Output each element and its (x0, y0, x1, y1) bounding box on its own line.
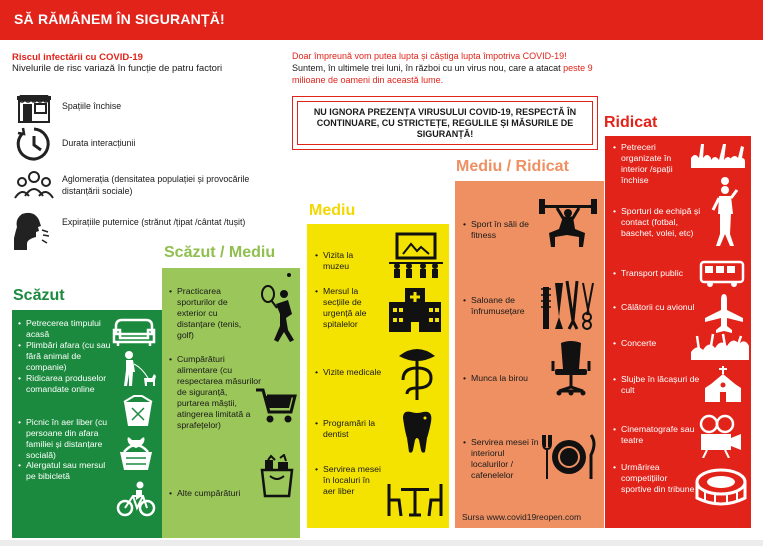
source-credit: Sursa www.covid19reopen.com (462, 512, 582, 522)
intro-slogan: Doar împreună vom putea lupta și câștiga lupta împotriva COVID-19! (292, 51, 567, 61)
list-item: • Programări la dentist (323, 418, 383, 440)
level-column-medium-high (455, 181, 604, 528)
list-item: • Petrecerea timpului acasă (26, 318, 110, 340)
list-item: • Picnic în aer liber (cu persoane din afara familiei și distanțare socială) (26, 417, 122, 461)
factor-enclosed-spaces (14, 86, 264, 128)
level-column-low (12, 310, 164, 538)
list-item: • Sport în săli de fitness (471, 219, 539, 241)
list-item: • Practicarea sporturilor de exterior cu distanțare (tenis, golf) (177, 286, 257, 341)
grocery-bag-icon (258, 454, 296, 498)
sofa-icon (112, 316, 156, 350)
list-item: • Concerte (621, 338, 711, 349)
stadium-icon (695, 462, 747, 508)
party-crowd-icon (689, 142, 747, 170)
list-item: • Vizite medicale (323, 367, 383, 378)
factor-crowding (14, 166, 264, 208)
list-item: • Petreceri organizate în interior /spații închise (621, 142, 685, 186)
warning-box (292, 96, 598, 150)
page-title: SĂ RĂMÂNEM ÎN SIGURANȚĂ! (14, 11, 225, 27)
factor-label: Aglomerația (densitatea populației și provocările distanțării sociale) (62, 174, 250, 196)
intro-text (292, 62, 602, 86)
takeout-box-icon (118, 394, 158, 428)
museum-icon (389, 232, 443, 278)
list-item: • Servirea mesei în localuri în aer liber (323, 464, 381, 497)
medical-symbol-icon (395, 346, 439, 402)
clock-icon (14, 124, 54, 164)
level-title-medium-high: Mediu / Ridicat (456, 158, 569, 175)
list-item: • Mersul la secțiile de urgență ale spitalelor (323, 286, 385, 330)
list-item: • Sporturi de echipă și contact (fotbal, baschet, volei, etc) (621, 206, 705, 239)
bus-icon (699, 260, 745, 288)
list-item: • Cinematografe sau teatre (621, 424, 699, 446)
factor-label: Durata interacțiunii (62, 138, 136, 148)
list-item: • Saloane de înfrumusețare (471, 295, 541, 317)
cough-icon (14, 210, 54, 250)
intro-text-highlight: peste 9 milioane de oameni din această lume. (292, 63, 593, 85)
level-title-low-medium: Scăzut / Mediu (164, 244, 276, 261)
list-item: • Transport public (621, 268, 711, 279)
header-banner (0, 0, 763, 40)
tooth-icon (399, 410, 435, 454)
plate-cutlery-icon (541, 431, 597, 483)
hospital-icon (387, 286, 443, 334)
beauty-tools-icon (541, 279, 595, 331)
risk-title: Riscul infectării cu COVID-19 (12, 52, 143, 63)
list-item: • Vizita la muzeu (323, 250, 381, 272)
crowd-icon (14, 166, 54, 206)
shopping-cart-icon (254, 386, 298, 426)
tennis-player-icon (258, 272, 298, 344)
intro-text-line: Suntem, în ultimele trei luni, în război cu un virus nou, care a atacat (292, 63, 561, 73)
picnic-basket-icon (116, 434, 156, 474)
weightlifting-icon (537, 199, 599, 249)
list-item: • Călătorii cu avionul (621, 302, 711, 313)
airplane-icon (703, 292, 745, 334)
list-item: • Munca la birou (471, 373, 541, 384)
list-item: • Slujbe în lăcașuri de cult (621, 374, 701, 396)
concert-crowd-icon (691, 332, 749, 360)
level-title-medium: Mediu (309, 202, 356, 219)
level-title-low: Scăzut (13, 287, 65, 304)
list-item: • Plimbări afara (cu sau fără animal de companie) (26, 340, 112, 373)
list-item: • Alergatul sau mersul pe bibicletă (26, 460, 106, 482)
list-item: • Ridicarea produselor comandate online (26, 373, 112, 395)
film-camera-icon (697, 414, 745, 458)
list-item: • Urmărirea competițiilor sportive din tribune (621, 462, 699, 495)
office-chair-icon (551, 341, 591, 397)
factor-label: Spațiile închise (62, 101, 122, 111)
level-title-high: Ridicat (604, 114, 658, 131)
factor-duration (14, 124, 264, 166)
warning-text: NU IGNORA PREZENȚA VIRUSULUI COVID-19, RESPECTĂ ÎN CONTINUARE, CU STRICTEȚE, REGULILE ȘI MĂSURILE DE SIGURANȚĂ! (297, 101, 593, 145)
shop-icon (14, 86, 54, 126)
list-item: • Servirea mesei în interiorul localurilor / cafenelelor (471, 437, 543, 481)
outdoor-table-icon (387, 474, 443, 518)
level-column-medium (307, 224, 449, 528)
factor-label: Expirațiile puternice (strănut /țipat /cântat /tușit) (62, 217, 246, 227)
dog-walk-icon (118, 350, 158, 390)
page-bottom-strip (0, 540, 763, 546)
basketball-player-icon (709, 176, 741, 248)
risk-subtitle: Nivelurile de risc variază în funcție de patru factori (12, 63, 223, 74)
church-icon (703, 364, 743, 404)
level-column-high (605, 136, 751, 528)
list-item: • Alte cumpărături (177, 488, 261, 499)
level-column-low-medium (162, 268, 300, 538)
bicycle-icon (116, 480, 156, 520)
list-item: • Cumpărături alimentare (cu respectarea măsurilor de siguranță, purtarea măștii, atingerea limitată a sprafețelor) (177, 354, 261, 431)
